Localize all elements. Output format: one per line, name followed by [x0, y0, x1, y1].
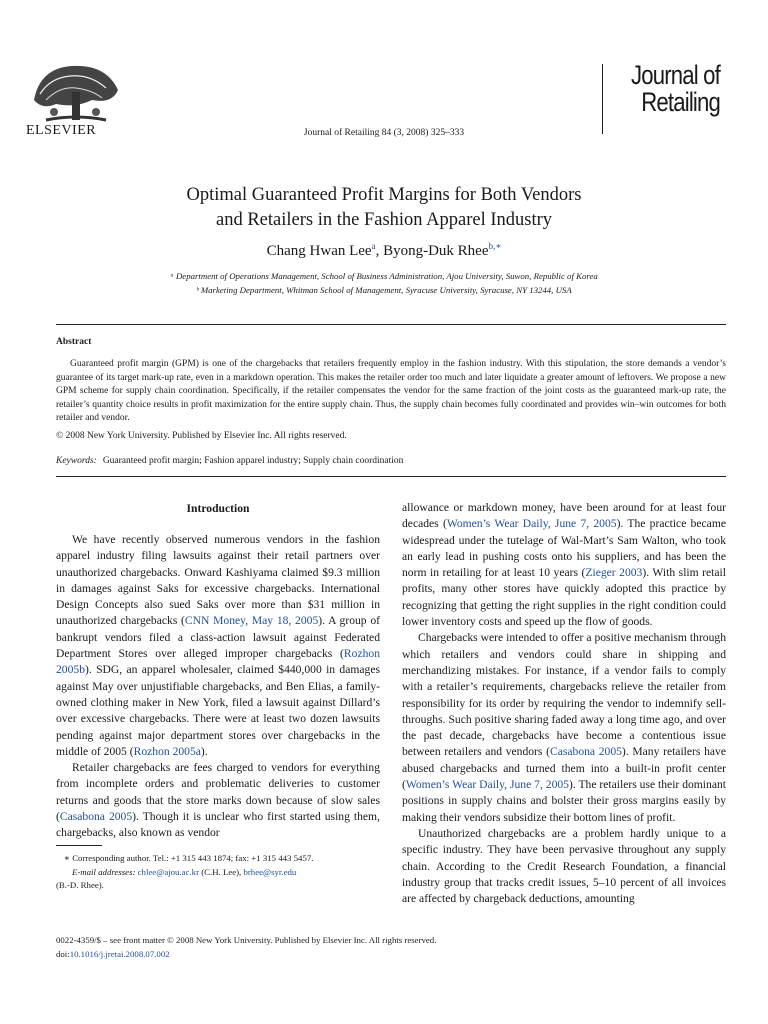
email-label: E-mail addresses: — [72, 866, 136, 877]
doi-line — [56, 948, 170, 962]
footnote-mark: ∗ — [64, 853, 70, 863]
citation-link[interactable]: Women’s Wear Daily, June 7, 2005 — [405, 778, 569, 792]
body-text: ). The retailers use their dominant positions in supply chains and bolster their gross margins easily by making their vendors subsidize their bottom lines of profit. — [402, 778, 726, 824]
paragraph — [402, 500, 726, 630]
author-name: Chang Hwan Lee — [266, 243, 372, 259]
email-owner: (C.H. Lee), — [199, 866, 244, 877]
footnote-rule — [56, 845, 102, 846]
divider — [56, 324, 726, 325]
citation-link[interactable]: Rozhon 2005a — [133, 744, 201, 758]
author-separator: , — [375, 243, 384, 259]
affiliation-mark[interactable]: a — [371, 241, 376, 251]
body-text: ). A group of bankrupt vendors filed a class-action lawsuit against Federated Department Stores over alleged improper chargebacks ( — [56, 614, 380, 661]
citation-link[interactable]: Zieger 2003 — [585, 566, 643, 580]
journal-logo-rule — [602, 64, 603, 134]
body-text: ). — [200, 744, 208, 758]
body-column-right — [402, 500, 726, 907]
body-text: We have recently observed numerous vendors in the fashion apparel industry filing lawsuits against their retail partners over unauthorized chargebacks. Onward Kashiyama claimed $9.3 million in damages against Saks for excessive chargebacks. International Design Concepts also sued Saks over more than $31 million in unauthorized chargebacks ( — [56, 533, 380, 628]
paragraph — [56, 532, 380, 760]
doi-link[interactable]: 10.1016/j.jretai.2008.07.002 — [69, 949, 170, 959]
body-text: Unauthorized chargebacks are a problem hardly unique to a specific industry. They have been pervasive throughout any supply chain. According to the Credit Research Foundation, a financial industry group that tracks credit issues, 5–10 percent of all invoices are affected by chargeback deductions, amounting — [402, 826, 726, 906]
citation-link[interactable]: Women’s Wear Daily, June 7, 2005 — [446, 517, 617, 531]
author-name: Byong-Duk Rhee — [383, 243, 489, 259]
email-link[interactable]: brhee@syr.edu — [243, 866, 297, 877]
title-line-1: Optimal Guaranteed Profit Margins for Both Vendors — [186, 185, 582, 205]
body-text: ). With slim retail profits, many other stores have quickly adopted this practice by recognizing that getting the right supplies in the right condition could lower inventory costs and speed up the flow of goods. — [402, 566, 726, 629]
abstract-paragraph: Guaranteed profit margin (GPM) is one of the chargebacks that retailers frequently employ in the fashion industry. With this stipulation, the store demands a vendor’s guarantee of its target mark-up rate, even in a markdown operation. This makes the retailer order too much and later liquidate a greater amount of leftovers. We propose a new GPM scheme for supply chain coordination. Specifically, if the retailer compensates the vendor for the same fraction of the joint costs as the guaranteed mark-up rate, the retailer’s quantity choice results in profit maximization for the entire supply chain. Thus, the supply chain becomes fully coordinated and provides win–win outcomes for both retailer and vendor. — [56, 359, 726, 423]
body-text: Chargebacks were intended to offer a positive mechanism through which retailers and vendors could share in shipping and merchandizing mistakes. For instance, if a vendor fails to comply with a retailer’s requirements, chargebacks relieve the retailer from responsibility for its order by requiring the vendor to indemnify sell-throughs. Such positive sharing faded away a long time ago, and over the past decade, chargebacks have become a contentious issue between retailers and vendors ( — [402, 631, 726, 759]
citation-link[interactable]: CNN Money, May 18, 2005 — [184, 614, 319, 628]
body-text: Retailer chargebacks are fees charged to vendors for everything from incomplete orders and problematic deliveries to customer returns and goods that the store marks down because of slow sales ( — [56, 761, 380, 824]
paragraph — [402, 826, 726, 907]
paragraph — [56, 760, 380, 841]
corresponding-author: Corresponding author. Tel.: +1 315 443 1874; fax: +1 315 443 5457. — [72, 853, 314, 863]
body-column-left — [56, 532, 380, 842]
copyright-notice: © 2008 New York University. Published by Elsevier Inc. All rights reserved. — [56, 431, 347, 441]
issn-notice: 0022-4359/$ – see front matter © 2008 New York University. Published by Elsevier Inc. All rights reserved. — [56, 935, 437, 945]
body-text: ). SDG, an apparel wholesaler, claimed $440,000 in damages against May over unjustifiable chargebacks, and Ben Elias, a family-owned clothing maker in New York, filed a lawsuit against Dillard’s over excessive chargebacks. There were at least two dozen lawsuits pending against major department stores over chargebacks in the middle of 2005 ( — [56, 663, 380, 758]
journal-logo — [608, 62, 720, 116]
title-line-2: and Retailers in the Fashion Apparel Industry — [215, 210, 553, 230]
abstract-text — [56, 358, 726, 426]
journal-logo-line2: Retailing — [641, 87, 720, 117]
journal-citation: Journal of Retailing 84 (3, 2008) 325–333 — [303, 128, 465, 138]
paragraph — [402, 630, 726, 826]
body-text: allowance or markdown money, have been around for at least four decades ( — [402, 501, 726, 531]
body-text: ). Many retailers have abused chargebacks and turned them into a built-in profit center ( — [402, 745, 726, 792]
keywords-label: Keywords: — [56, 456, 97, 466]
journal-logo-line1: Journal of — [630, 60, 720, 90]
doi-label: doi: — [56, 949, 70, 959]
divider — [56, 476, 726, 477]
affiliation-mark[interactable]: b,∗ — [488, 241, 502, 251]
email-owner: (B.-D. Rhee). — [56, 880, 104, 890]
affiliation: ᵃ Department of Operations Management, School of Business Administration, Ajou University, Suwon, Republic of Korea — [170, 271, 598, 281]
citation-link[interactable]: Casabona 2005 — [549, 745, 622, 759]
keywords-list: Guaranteed profit margin; Fashion apparel industry; Supply chain coordination — [102, 456, 404, 466]
footnote — [56, 852, 380, 893]
body-text: ). The practice became widespread under the tutelage of Wal-Mart’s Sam Walton, who took an early lead in pushing costs onto his suppliers, and has been the norm in retailing for at least 10 years ( — [402, 517, 726, 580]
abstract-heading: Abstract — [56, 337, 92, 347]
publisher-name: ELSEVIER — [26, 123, 97, 138]
article-title — [0, 183, 768, 233]
body-text: ). Though it is unclear who first started using them, chargebacks, also known as vendor — [56, 810, 380, 840]
section-heading: Introduction — [186, 502, 250, 515]
keywords — [56, 456, 403, 466]
affiliation: ᵇ Marketing Department, Whitman School of Management, Syracuse University, Syracuse, NY 13244, USA — [196, 285, 572, 295]
author-list — [0, 241, 768, 260]
email-link[interactable]: chlee@ajou.ac.kr — [137, 866, 199, 877]
citation-link[interactable]: Casabona 2005 — [59, 810, 133, 824]
citation-link[interactable]: Rozhon 2005b — [56, 647, 380, 677]
